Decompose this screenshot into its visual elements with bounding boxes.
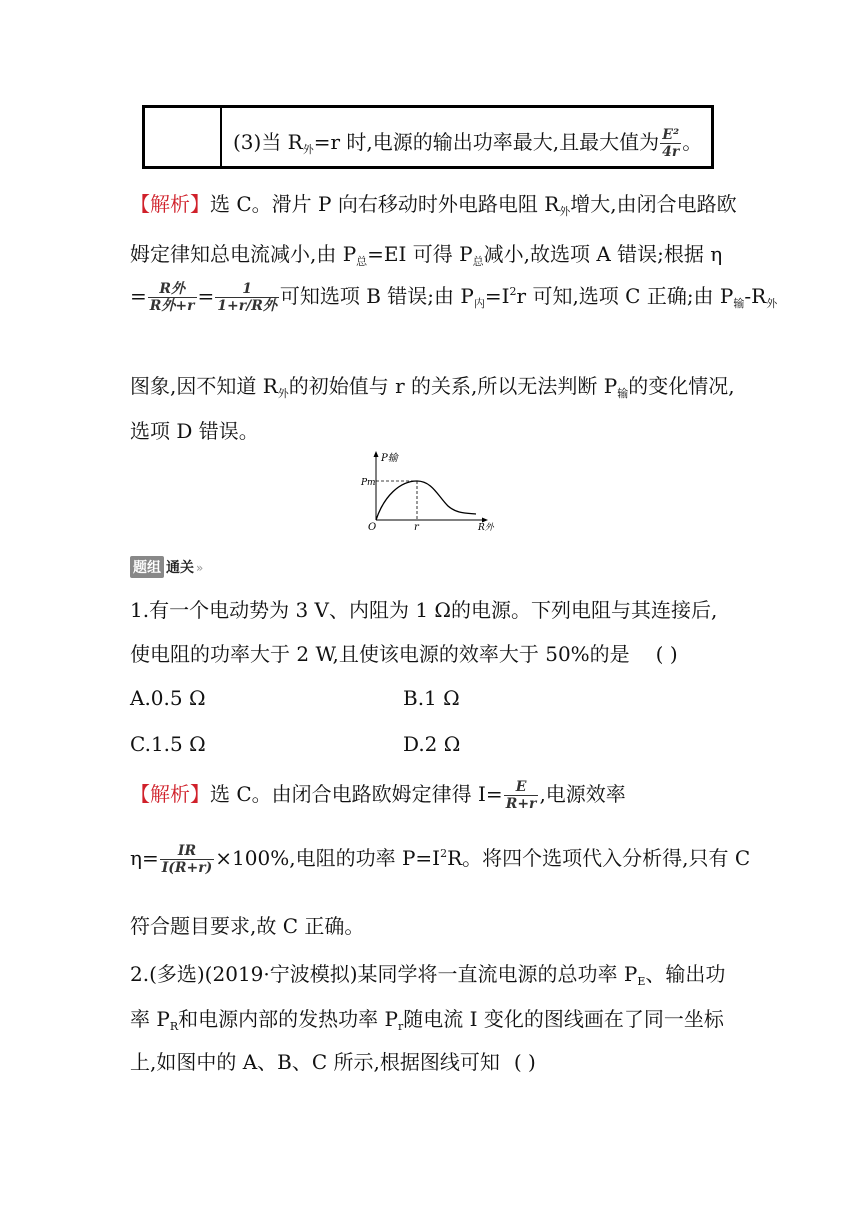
y-axis-label: P输: [381, 453, 398, 464]
chevron-icon: »: [196, 561, 204, 575]
analysis-line-4: 图象,因不知道 $R_外$的初始值与 r 的关系,所以无法判断 $P_输$的变化情况,: [130, 374, 735, 400]
option-c: C.1.5 Ω: [130, 732, 206, 756]
formula-e2-over-4r: $\frac{\text{E²}}{4r}$: [662, 127, 680, 160]
origin-label: O: [368, 522, 377, 532]
answer1-line-2: η= $\frac{IR}{I(R+r)}$ ×100%,电阻的功率 $P=I^2R$。将四个选项代入分析得,只有 C: [130, 843, 751, 876]
current-fraction: $\frac{E}{R+r}$: [505, 779, 537, 812]
power-curve: [376, 481, 476, 520]
table-divider: [220, 108, 222, 166]
analysis-line-1: 【解析】选 C。滑片 P 向右移动时外电路电阻 $R_外$增大,由闭合电路欧: [130, 192, 737, 218]
q2-line-1: 2.(多选)(2019·宁波模拟)某同学将一直流电源的总功率 $P_E$、输出功: [130, 962, 726, 988]
analysis-label: 【解析】: [130, 782, 210, 806]
y-axis-arrow: [374, 451, 379, 457]
analysis-label: 【解析】: [130, 192, 210, 216]
analysis-line-3: = $\frac{\text{R外}}{\text{R外+r}}$ = $\frac{1}{\text{1+r/R外}}$ 可知选项 B 错误;由 $P_内=I^2r$ 可知,选项 C 正确;由 $P_输-R_外$: [130, 281, 778, 314]
q2-line-3: 上,如图中的 A、B、C 所示,根据图线可知 ( ): [130, 1050, 536, 1074]
section-badge: 题组 通关 »: [130, 553, 203, 578]
efficiency-fraction-2: $\frac{1}{\text{1+r/R外}}$: [217, 281, 277, 314]
option-a: A.0.5 Ω: [130, 686, 206, 710]
x-axis-arrow: [482, 518, 488, 523]
answer1-line-3: 符合题目要求,故 C 正确。: [130, 914, 365, 938]
x-axis-label: R外: [478, 523, 494, 532]
table-cell-text: (3)当 $R_外=r$ 时,电源的输出功率最大,且最大值为 $\frac{\text{E²}}{4r}$ 。: [233, 127, 703, 160]
efficiency-fraction: $\frac{IR}{I(R+r)}$: [161, 843, 213, 876]
analysis-line-2: 姆定律知总电流减小,由 $P_总=EI$ 可得 $P_总$减小,故选项 A 错误;根据 η: [130, 242, 723, 268]
q1-line-1: 1.有一个电动势为 3 V、内阻为 1 Ω的电源。下列电阻与其连接后,: [130, 598, 718, 622]
answer1-line-1: 【解析】选 C。由闭合电路欧姆定律得 I= $\frac{E}{R+r}$ ,电源效率: [130, 779, 626, 812]
table-row: [142, 105, 714, 169]
efficiency-fraction-1: $\frac{\text{R外}}{\text{R外+r}}$: [149, 281, 195, 314]
power-curve-graph: [360, 450, 500, 532]
option-d: D.2 Ω: [403, 732, 461, 756]
analysis-line-5: 选项 D 错误。: [130, 419, 259, 443]
option-b: B.1 Ω: [403, 686, 460, 710]
r-label: r: [414, 522, 419, 532]
q1-line-2: 使电阻的功率大于 2 W,且使该电源的效率大于 50%的是 ( ): [130, 642, 678, 666]
q2-line-2: 率 $P_R$和电源内部的发热功率 $P_r$随电流 I 变化的图线画在了同一坐标: [130, 1007, 724, 1033]
pm-label: Pm: [361, 478, 376, 488]
